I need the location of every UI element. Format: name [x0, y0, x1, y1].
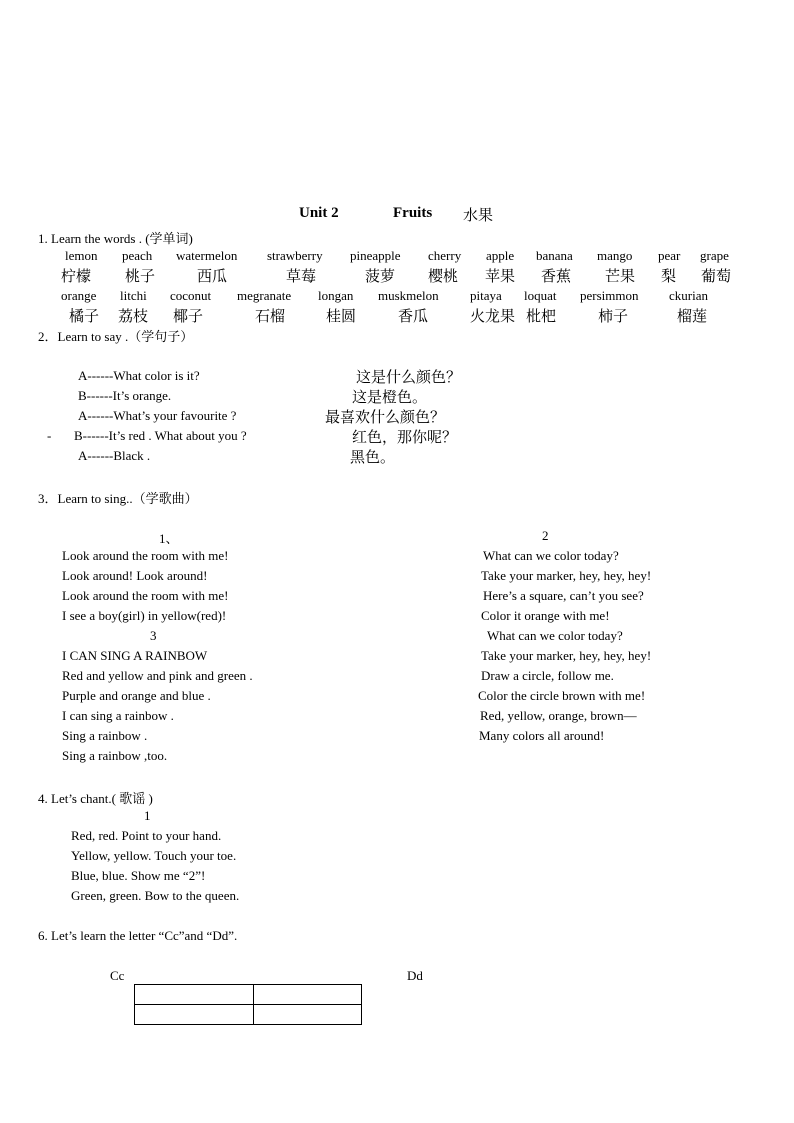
grid-row — [135, 985, 362, 1005]
dialog-line-en: B------It’s red . What about you ? — [74, 428, 247, 443]
song-line: Sing a rainbow ,too. — [62, 748, 168, 763]
word: ckurian — [669, 288, 708, 303]
dialog-line-cn: 这是橙色。 — [352, 388, 428, 406]
word: 西瓜 — [197, 267, 228, 285]
grid-row — [135, 1005, 362, 1025]
song-3-number: 3 — [150, 628, 157, 643]
section-1-heading: 1. Learn the words . (学单词) — [38, 231, 193, 246]
word: 橘子 — [69, 307, 100, 325]
section-6-heading: 6. Let’s learn the letter “Cc”and “Dd”. — [38, 928, 238, 943]
word: 柠檬 — [61, 267, 92, 285]
letter-cc-label: Cc — [110, 968, 125, 983]
word: 香蕉 — [541, 267, 572, 285]
word: 香瓜 — [398, 307, 429, 325]
grid-cell[interactable] — [254, 1005, 362, 1025]
dialog-line-cn: 这是什么颜色？ — [356, 368, 462, 386]
song-line: Take your marker, hey, hey, hey! — [481, 648, 652, 663]
song-line: Red, yellow, orange, brown— — [480, 708, 637, 723]
song-line: Look around the room with me! — [62, 548, 229, 563]
song-line: I see a boy(girl) in yellow(red)! — [62, 608, 227, 623]
word: 火龙果 — [470, 307, 516, 325]
word: orange — [61, 288, 97, 303]
song-line: Draw a circle, follow me. — [481, 668, 614, 683]
song-line: Look around the room with me! — [62, 588, 229, 603]
song-line: Look around! Look around! — [62, 568, 208, 583]
word: 榴莲 — [677, 307, 708, 325]
song-line: I can sing a rainbow . — [62, 708, 174, 723]
grid-cell[interactable] — [135, 1005, 254, 1025]
word: pear — [658, 248, 681, 263]
unit-title: Unit 2 — [299, 205, 339, 221]
section-3-heading: 3．Learn to sing..（学歌曲） — [38, 491, 198, 506]
topic-title: Fruits — [393, 205, 433, 221]
writing-grid — [134, 984, 362, 1025]
grid-cell[interactable] — [135, 985, 254, 1005]
song-line: What can we color today? — [483, 548, 619, 563]
word: 桃子 — [125, 267, 156, 285]
chant-line: Blue, blue. Show me “2”! — [71, 868, 206, 883]
word: megranate — [237, 288, 292, 303]
song-line: What can we color today? — [487, 628, 623, 643]
dialog-line-en: A------What color is it? — [78, 368, 200, 383]
word: 石榴 — [255, 307, 286, 325]
section-4-heading: 4. Let’s chant.( 歌谣 ) — [38, 791, 153, 806]
word: coconut — [170, 288, 212, 303]
word: 梨 — [661, 267, 677, 285]
chant-line: Red, red. Point to your hand. — [71, 828, 222, 843]
word: lemon — [65, 248, 98, 263]
word: watermelon — [176, 248, 238, 263]
song-line: Sing a rainbow . — [62, 728, 148, 743]
dialog-line-cn: 最喜欢什么颜色？ — [325, 408, 446, 426]
song-line: Here’s a square, can’t you see? — [483, 588, 644, 603]
song-line: Take your marker, hey, hey, hey! — [481, 568, 652, 583]
word: apple — [486, 248, 515, 263]
word: 桂圆 — [326, 307, 357, 325]
chant-number: 1 — [144, 808, 151, 823]
word: 枇杷 — [526, 307, 557, 325]
word: banana — [536, 248, 573, 263]
word: 草莓 — [286, 267, 317, 285]
song-line: Red and yellow and pink and green . — [62, 668, 253, 683]
word: 荔枝 — [118, 307, 149, 325]
song-line: I CAN SING A RAINBOW — [62, 648, 208, 663]
word: cherry — [428, 248, 462, 263]
topic-title-cn: 水果 — [463, 206, 494, 224]
dialog-dash: - — [47, 428, 52, 443]
word: 椰子 — [173, 307, 204, 325]
word: pitaya — [470, 288, 502, 303]
word: 芒果 — [605, 267, 636, 285]
song-line: Color it orange with me! — [481, 608, 610, 623]
fruit-row-2-chinese — [0, 305, 794, 325]
word: 樱桃 — [428, 267, 459, 285]
word: peach — [122, 248, 153, 263]
letter-dd-label: Dd — [407, 968, 423, 983]
word: loquat — [524, 288, 557, 303]
word: persimmon — [580, 288, 639, 303]
dialog-line-cn: 红色，那你呢？ — [352, 428, 458, 446]
word: 葡萄 — [701, 267, 732, 285]
dialog-line-en: A------Black . — [78, 448, 151, 463]
word: 柿子 — [598, 307, 629, 325]
song-line: Color the circle brown with me! — [478, 688, 646, 703]
dialog-line-en: A------What’s your favourite ? — [78, 408, 237, 423]
word: pineapple — [350, 248, 401, 263]
song-line: Many colors all around! — [479, 728, 605, 743]
section-2-heading: 2．Learn to say .（学句子） — [38, 329, 194, 344]
word: 苹果 — [485, 267, 516, 285]
dialog-line-en: B------It’s orange. — [78, 388, 172, 403]
word: grape — [700, 248, 729, 263]
word: muskmelon — [378, 288, 439, 303]
chant-line: Yellow, yellow. Touch your toe. — [71, 848, 237, 863]
word: 菠萝 — [365, 267, 396, 285]
song-2-number: 2 — [542, 528, 549, 543]
song-line: Purple and orange and blue . — [62, 688, 211, 703]
word: longan — [318, 288, 354, 303]
grid-cell[interactable] — [254, 985, 362, 1005]
fruit-row-1-chinese — [0, 265, 794, 285]
word: strawberry — [267, 248, 323, 263]
word: mango — [597, 248, 633, 263]
dialog-line-cn: 黑色。 — [350, 448, 396, 466]
word: litchi — [120, 288, 147, 303]
chant-line: Green, green. Bow to the queen. — [71, 888, 240, 903]
song-1-number: 1、 — [159, 531, 179, 546]
